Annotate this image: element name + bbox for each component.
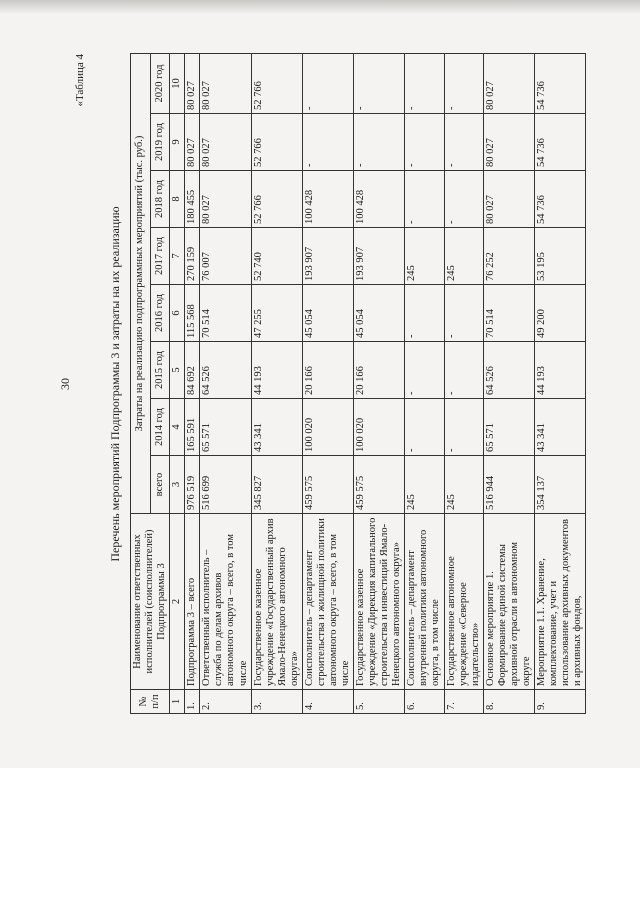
table-row	[302, 54, 353, 714]
row-name: Соисполнитель – департамент строительства и жилищной политики автономного округа – всего, в том числе	[302, 514, 353, 690]
value-cell: 54 736	[534, 54, 585, 114]
value-cell: 80 027	[483, 171, 534, 228]
column-number: 5	[170, 342, 185, 399]
header-year: 2015 год	[150, 342, 170, 399]
value-cell: 70 514	[483, 285, 534, 342]
value-cell: -	[444, 285, 483, 342]
blank-area	[0, 768, 640, 905]
value-cell: 84 692	[185, 342, 200, 399]
value-cell: 180 455	[185, 171, 200, 228]
value-cell: 20 166	[302, 342, 353, 399]
column-number: 1	[170, 690, 185, 714]
header-year: 2017 год	[150, 228, 170, 285]
table-row	[444, 54, 483, 714]
column-number-row	[170, 54, 185, 714]
value-cell: -	[302, 114, 353, 171]
header-year: 2014 год	[150, 399, 170, 456]
row-name: Государственное казенное учреждение «Дирекция капитального строительства и инвестиций Ямало-Ненецкого автономного округа»	[354, 514, 405, 690]
table-row	[405, 54, 444, 714]
row-number: 2.	[200, 690, 251, 714]
header-year: 2016 год	[150, 285, 170, 342]
table-row	[534, 54, 585, 714]
header-name: Наименование ответственных исполнителей (соисполнителей) Подпрограммы 3	[131, 514, 170, 690]
value-cell: 76 007	[200, 228, 251, 285]
value-cell: -	[405, 114, 444, 171]
row-number: 1.	[185, 690, 200, 714]
value-cell: 100 428	[354, 171, 405, 228]
column-number: 10	[170, 54, 185, 114]
rotated-document-page	[50, 24, 590, 744]
value-cell: 459 575	[302, 456, 353, 514]
value-cell: 45 054	[302, 285, 353, 342]
value-cell: -	[444, 54, 483, 114]
row-name: Соисполнитель – департамент внутренней политики автономного округа, в том числе	[405, 514, 444, 690]
value-cell: 80 027	[483, 114, 534, 171]
value-cell: -	[444, 171, 483, 228]
value-cell: 245	[405, 228, 444, 285]
value-cell: -	[354, 114, 405, 171]
value-cell: -	[302, 54, 353, 114]
value-cell: 245	[405, 456, 444, 514]
scan-edge-shadow	[0, 0, 640, 14]
header-num: № п/п	[131, 690, 170, 714]
row-name: Подпрограмма 3 – всего	[185, 514, 200, 690]
column-number: 4	[170, 399, 185, 456]
value-cell: 80 027	[185, 114, 200, 171]
row-name: Мероприятие 1.1. Хранение, комплектование, учет и использование архивных документов и архивных фондов,	[534, 514, 585, 690]
value-cell: 270 159	[185, 228, 200, 285]
value-cell: 245	[444, 456, 483, 514]
value-cell: -	[405, 171, 444, 228]
column-number: 2	[170, 514, 185, 690]
header-total: всего	[150, 456, 170, 514]
value-cell: -	[405, 399, 444, 456]
value-cell: 52 740	[251, 228, 302, 285]
column-number: 8	[170, 171, 185, 228]
row-number: 7.	[444, 690, 483, 714]
row-name: Основное мероприятие 1. Формирование единой системы архивной отрасли в автономном округе	[483, 514, 534, 690]
row-number: 6.	[405, 690, 444, 714]
value-cell: 459 575	[354, 456, 405, 514]
value-cell: 80 027	[185, 54, 200, 114]
value-cell: 100 020	[354, 399, 405, 456]
table-label: «Таблица 4	[74, 54, 86, 107]
value-cell: 49 200	[534, 285, 585, 342]
value-cell: 80 027	[200, 114, 251, 171]
value-cell: 64 526	[483, 342, 534, 399]
value-cell: 100 428	[302, 171, 353, 228]
value-cell: 193 907	[302, 228, 353, 285]
value-cell: 45 054	[354, 285, 405, 342]
value-cell: 54 736	[534, 114, 585, 171]
table-row	[185, 54, 200, 714]
header-year: 2019 год	[150, 114, 170, 171]
value-cell: 345 827	[251, 456, 302, 514]
row-name: Ответственный исполнитель – служба по делам архивов автономного округа – всего, в том числе	[200, 514, 251, 690]
value-cell: 52 766	[251, 171, 302, 228]
value-cell: 516 699	[200, 456, 251, 514]
value-cell: -	[354, 54, 405, 114]
value-cell: -	[405, 342, 444, 399]
row-number: 9.	[534, 690, 585, 714]
row-number: 3.	[251, 690, 302, 714]
value-cell: 43 341	[251, 399, 302, 456]
header-row-1	[131, 54, 151, 714]
column-number: 7	[170, 228, 185, 285]
value-cell: -	[444, 342, 483, 399]
value-cell: 52 766	[251, 114, 302, 171]
column-number: 9	[170, 114, 185, 171]
value-cell: 64 526	[200, 342, 251, 399]
row-number: 4.	[302, 690, 353, 714]
value-cell: 245	[444, 228, 483, 285]
header-year: 2020 год	[150, 54, 170, 114]
column-number: 3	[170, 456, 185, 514]
value-cell: 165 591	[185, 399, 200, 456]
value-cell: 100 020	[302, 399, 353, 456]
row-name: Государственное автономное учреждение «Северное издательство»	[444, 514, 483, 690]
value-cell: 80 027	[200, 171, 251, 228]
value-cell: 193 907	[354, 228, 405, 285]
row-name: Государственное казенное учреждение «Государственный архив Ямало-Ненецкого автономного округа»	[251, 514, 302, 690]
row-number: 5.	[354, 690, 405, 714]
header-costs: Затраты на реализацию подпрограммных мероприятий (тыс. руб.)	[131, 54, 151, 514]
value-cell: 115 568	[185, 285, 200, 342]
page-number: 30	[58, 378, 72, 390]
column-number: 6	[170, 285, 185, 342]
value-cell: 65 571	[200, 399, 251, 456]
value-cell: 47 255	[251, 285, 302, 342]
table-row	[483, 54, 534, 714]
value-cell: 44 193	[534, 342, 585, 399]
value-cell: -	[405, 285, 444, 342]
table-row	[200, 54, 251, 714]
value-cell: 516 944	[483, 456, 534, 514]
table-row	[354, 54, 405, 714]
value-cell: 20 166	[354, 342, 405, 399]
value-cell: 80 027	[483, 54, 534, 114]
value-cell: 76 252	[483, 228, 534, 285]
value-cell: 70 514	[200, 285, 251, 342]
value-cell: -	[444, 114, 483, 171]
value-cell: 80 027	[200, 54, 251, 114]
value-cell: 54 736	[534, 171, 585, 228]
value-cell: 44 193	[251, 342, 302, 399]
value-cell: 43 341	[534, 399, 585, 456]
value-cell: 65 571	[483, 399, 534, 456]
value-cell: 976 519	[185, 456, 200, 514]
table-caption: Перечень мероприятий Подпрограммы 3 и затраты на их реализацию	[108, 206, 122, 562]
value-cell: 53 195	[534, 228, 585, 285]
value-cell: -	[444, 399, 483, 456]
costs-table	[130, 53, 586, 714]
value-cell: 354 137	[534, 456, 585, 514]
value-cell: 52 766	[251, 54, 302, 114]
row-number: 8.	[483, 690, 534, 714]
header-year: 2018 год	[150, 171, 170, 228]
value-cell: -	[405, 54, 444, 114]
table-row	[251, 54, 302, 714]
